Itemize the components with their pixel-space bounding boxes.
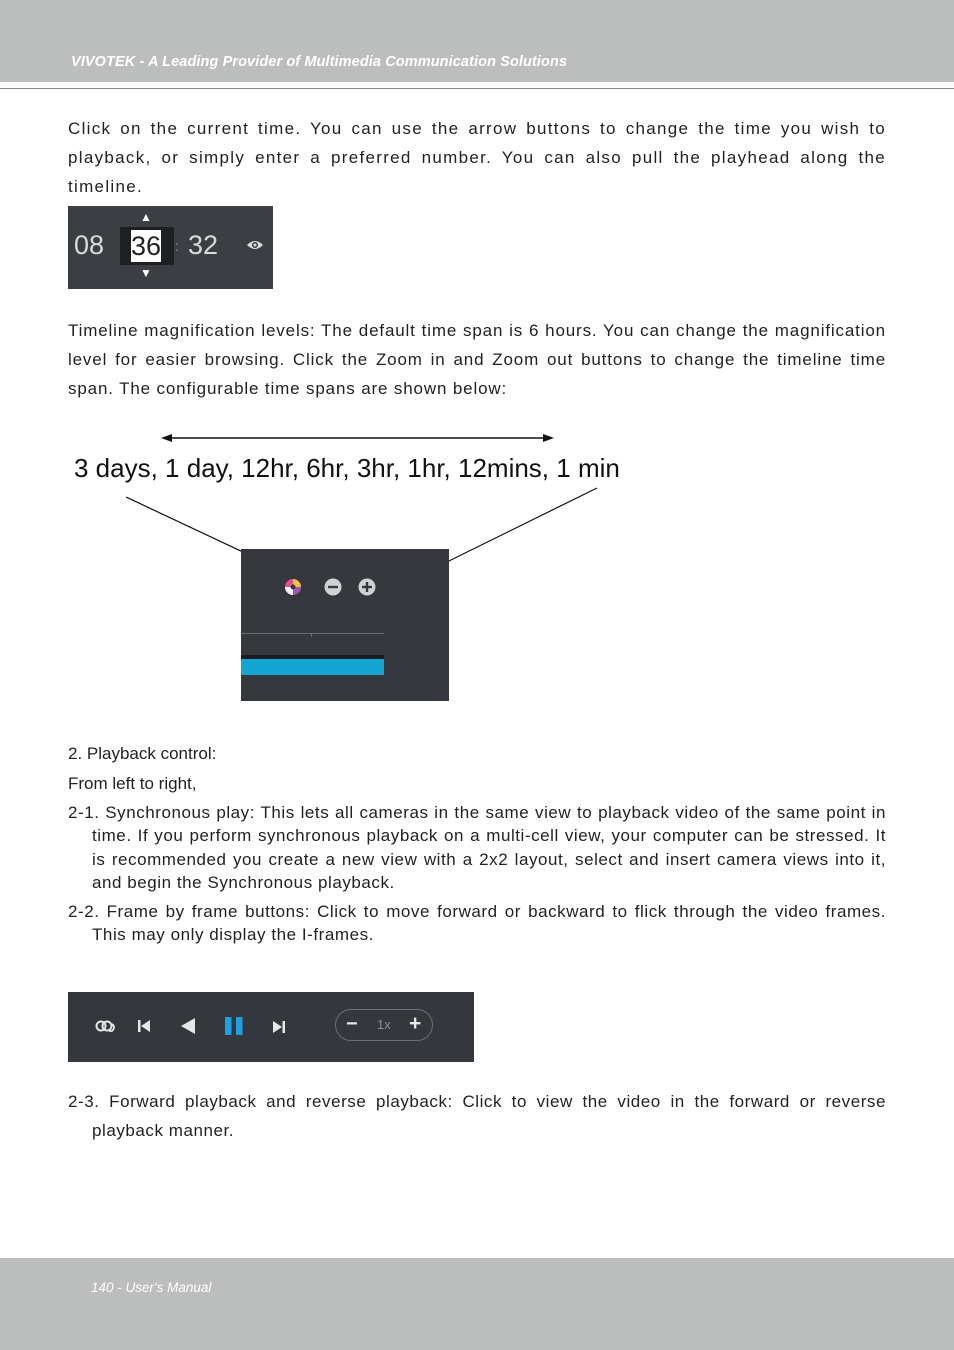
header-title: VIVOTEK - A Leading Provider of Multimedia Communication Solutions <box>71 54 568 70</box>
second-field[interactable]: 32 <box>188 230 219 260</box>
playback-subheading: From left to right, <box>68 774 197 793</box>
speed-value: 1x <box>377 1017 391 1032</box>
skip-back-icon[interactable] <box>137 1018 151 1034</box>
color-wheel-icon[interactable] <box>284 578 302 596</box>
playback-toolbar <box>68 992 474 1062</box>
page-number: 140 - User's Manual <box>91 1280 212 1295</box>
playback-heading: 2. Playback control: <box>68 744 217 763</box>
zoom-panel <box>241 549 449 701</box>
time-separator: : <box>175 238 179 254</box>
hour-field[interactable]: 08 <box>74 230 105 260</box>
pause-icon[interactable] <box>224 1016 244 1036</box>
minute-field[interactable]: 36 <box>131 231 162 261</box>
intro-paragraph: Click on the current time. You can use the arrow buttons to change the time you wish to playback, or simply enter a preferred number. You can also pull the playhead along the timeline. <box>68 119 886 196</box>
time-spans-label: 3 days, 1 day, 12hr, 6hr, 3hr, 1hr, 12mins, 1 min <box>74 453 620 483</box>
speed-increase-button[interactable]: + <box>409 1012 422 1035</box>
reverse-play-icon[interactable] <box>180 1017 196 1035</box>
playback-item-frame: 2-2. Frame by frame buttons: Click to move forward or backward to flick through the video frames. This may only display the I-frames. <box>68 902 886 945</box>
page-footer <box>0 1258 954 1350</box>
timeline-tick <box>311 633 312 637</box>
decrement-arrow-icon[interactable]: ▼ <box>140 266 152 280</box>
sync-link-icon[interactable] <box>95 1018 117 1034</box>
skip-forward-icon[interactable] <box>272 1019 286 1035</box>
increment-arrow-icon[interactable]: ▲ <box>140 210 152 224</box>
timeline-recording-bar[interactable] <box>241 659 384 675</box>
timeline-axis <box>241 633 384 634</box>
plus-circle-icon[interactable] <box>358 578 376 596</box>
magnification-paragraph: Timeline magnification levels: The default time span is 6 hours. You can change the magnification level for easier browsing. Click the Zoom in and Zoom out buttons to change the timeline time span. The configurable time spans are shown below: <box>68 321 886 398</box>
playback-item-sync: 2-1. Synchronous play: This lets all cameras in the same view to playback video of the same point in time. If you perform synchronous playback on a multi-cell view, your computer can be stressed. It is recommended you create a new view with a 2x2 layout, select and insert camera views into it, and begin the Synchronous playback. <box>68 803 886 892</box>
speed-decrease-button[interactable]: − <box>346 1013 358 1035</box>
minus-circle-icon[interactable] <box>324 578 342 596</box>
speed-control <box>335 1009 433 1041</box>
playback-item-direction: 2-3. Forward playback and reverse playback: Click to view the video in the forward or reverse playback manner. <box>68 1092 886 1140</box>
